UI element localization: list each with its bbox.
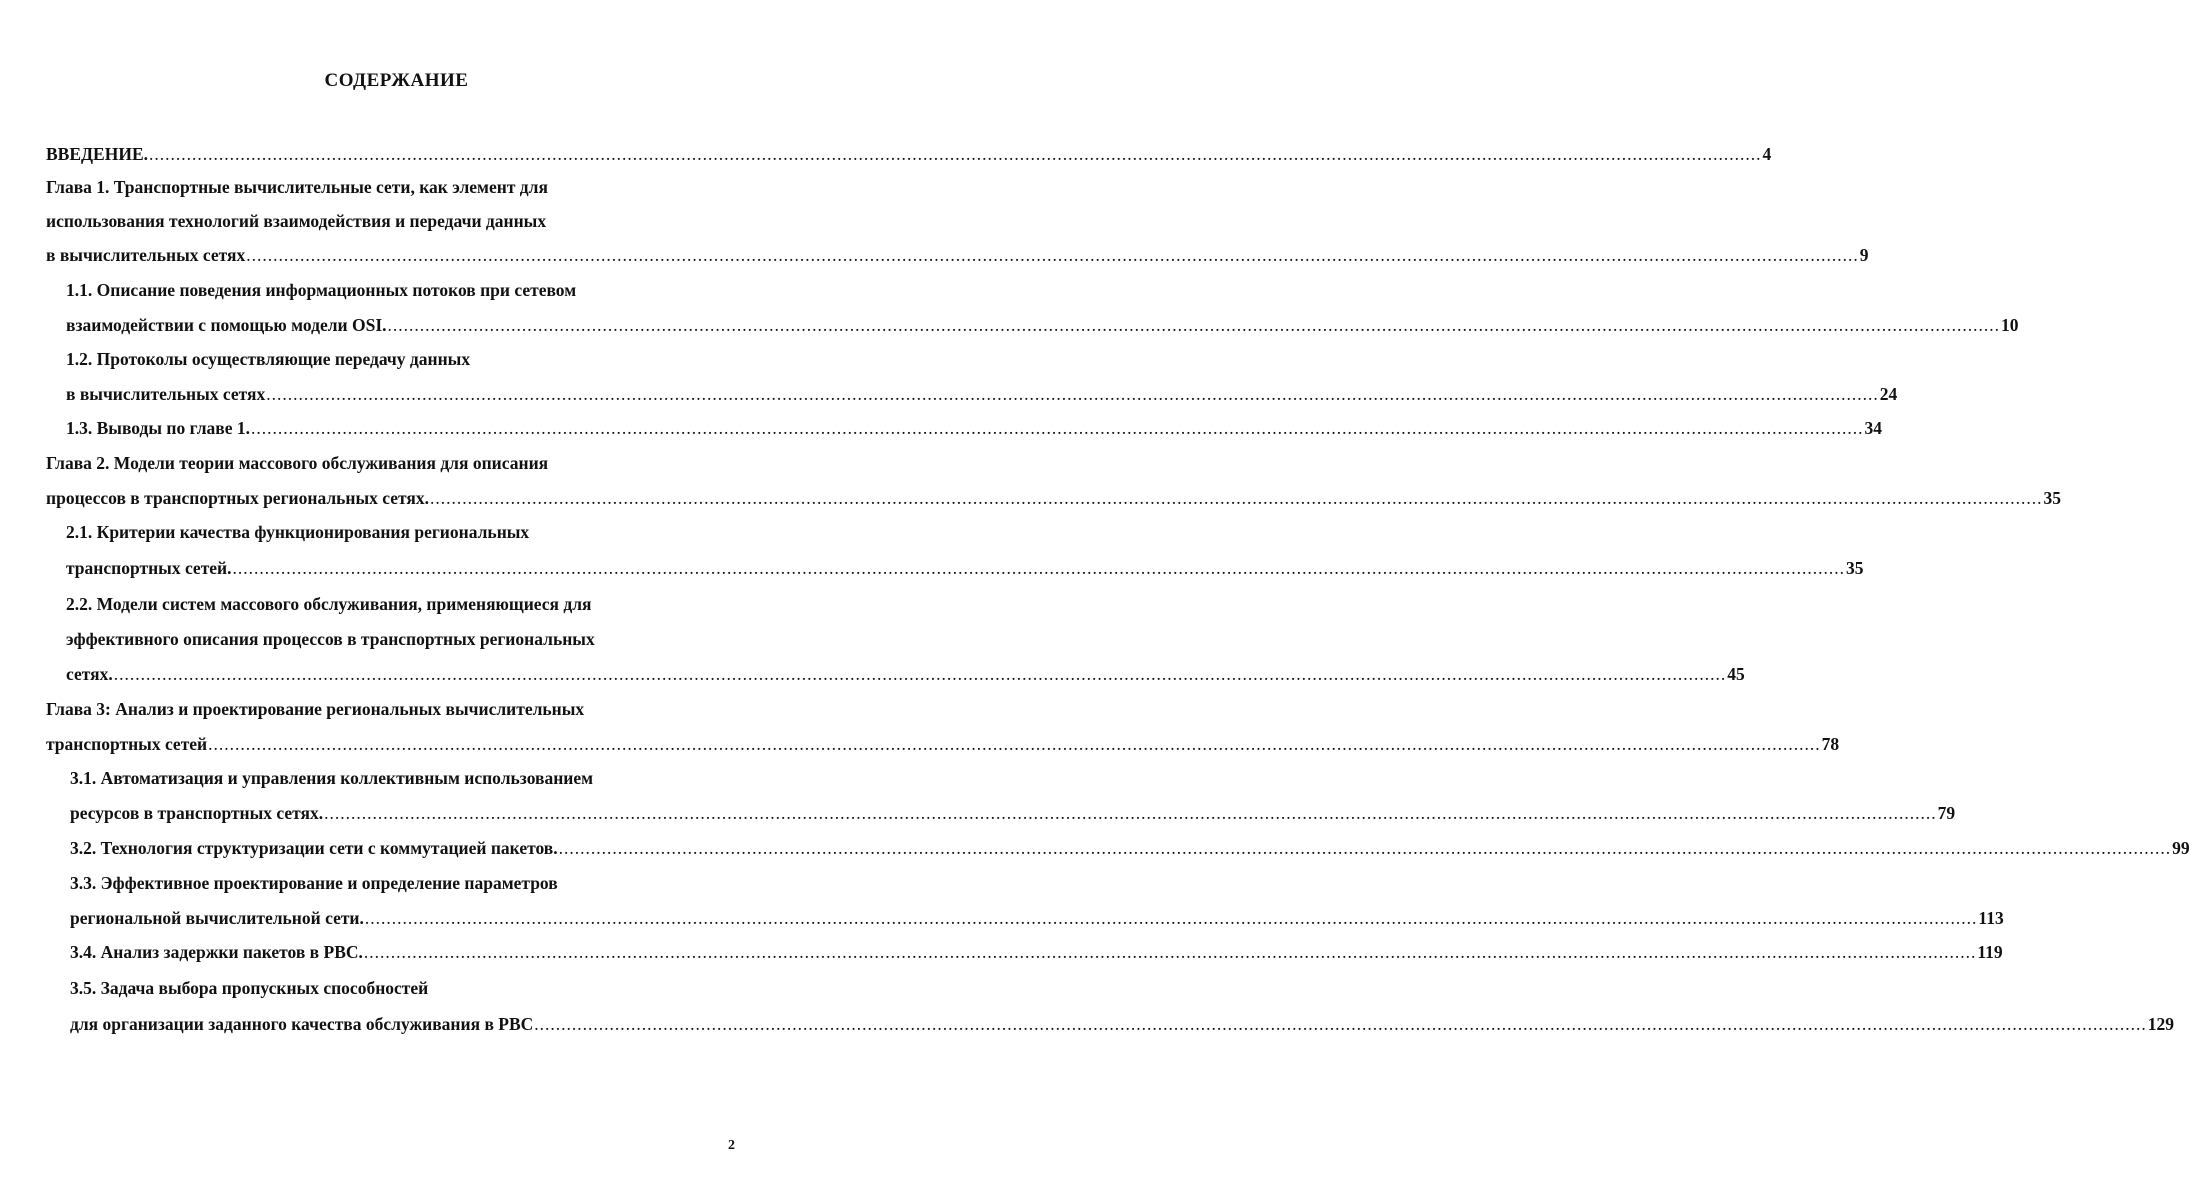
dot-leader: ............................................................................................................................................................................................................................................................................................................: [246, 245, 1859, 265]
toc-entry-line: [66, 383, 1898, 405]
toc-entry-line: использования технологий взаимодействия и передачи данных: [46, 211, 547, 231]
toc-page-number: 24: [1879, 384, 1898, 404]
toc-entry-line: Глава 2. Модели теории массового обслуживания для описания: [46, 453, 549, 473]
toc-entry-text: в вычислительных сетях: [46, 245, 246, 265]
toc-page-number: 9: [1859, 245, 1869, 265]
dot-leader: ............................................................................................................................................................................................................................................................................................................: [363, 942, 1977, 962]
toc-page-number: 79: [1937, 803, 1956, 823]
toc-entry-text: взаимодействии с помощью модели OSI.: [66, 315, 387, 335]
dot-leader: ............................................................................................................................................................................................................................................................................................................: [266, 384, 1879, 404]
dot-leader: ............................................................................................................................................................................................................................................................................................................: [149, 144, 1762, 164]
toc-entry-line: 3.1. Автоматизация и управления коллективным использованием: [70, 768, 594, 788]
toc-entry-text: 3.2. Технология структуризации сети с коммутацией пакетов.: [70, 838, 558, 858]
toc-entry-text: для организации заданного качества обслуживания в РВС: [70, 1014, 534, 1034]
toc-entry-line: [66, 417, 1882, 439]
toc-entry-line: 1.1. Описание поведения информационных потоков при сетевом: [66, 280, 577, 300]
page-title: СОДЕРЖАНИЕ: [324, 70, 469, 91]
toc-entry-text: ресурсов в транспортных сетях.: [70, 803, 324, 823]
toc-entry-line: [66, 663, 1745, 685]
toc-page-number: 78: [1821, 734, 1840, 754]
dot-leader: ............................................................................................................................................................................................................................................................................................................: [387, 315, 2001, 335]
toc-entry-line: 3.5. Задача выбора пропускных способностей: [70, 978, 429, 998]
toc-entry-line: [66, 557, 1864, 579]
toc-page-number: 113: [1978, 908, 2004, 928]
dot-leader: ............................................................................................................................................................................................................................................................................................................: [113, 664, 1727, 684]
toc-entry-line: [70, 837, 2190, 859]
toc-page-number: 99: [2172, 838, 2190, 858]
toc-page-number: 35: [2043, 488, 2061, 508]
toc-entry-line: 2.1. Критерии качества функционирования региональных: [66, 522, 530, 542]
dot-leader: ............................................................................................................................................................................................................................................................................................................: [232, 558, 1846, 578]
toc-page-number: 119: [1977, 942, 2003, 962]
toc-page-number: 35: [1846, 558, 1864, 578]
toc-entry-text: 3.4. Анализ задержки пакетов в РВС.: [70, 942, 363, 962]
toc-entry-text: транспортных сетей: [46, 734, 208, 754]
toc-entry-line: [46, 244, 1869, 266]
dot-leader: ............................................................................................................................................................................................................................................................................................................: [534, 1014, 2147, 1034]
toc-entry-line: [46, 487, 2061, 509]
toc-entry-line: [70, 907, 2004, 929]
toc-entry-line: эффективного описания процессов в транспортных региональных: [66, 629, 595, 649]
toc-page-number: 129: [2147, 1014, 2175, 1034]
toc-page-number: 4: [1762, 144, 1772, 164]
dot-leader: ............................................................................................................................................................................................................................................................................................................: [430, 488, 2043, 508]
toc-entry-line: [46, 143, 1772, 165]
page-number: 2: [728, 1138, 735, 1153]
dot-leader: ............................................................................................................................................................................................................................................................................................................: [208, 734, 1821, 754]
toc-entry-line: 2.2. Модели систем массового обслуживания, применяющиеся для: [66, 594, 592, 614]
dot-leader: ............................................................................................................................................................................................................................................................................................................: [324, 803, 1937, 823]
toc-entry-text: транспортных сетей.: [66, 558, 232, 578]
toc-entry-line: [66, 314, 2019, 336]
toc-page-number: 45: [1727, 664, 1745, 684]
toc-entry-line: [70, 1013, 2175, 1035]
toc-entry-line: 3.3. Эффективное проектирование и определение параметров: [70, 873, 558, 893]
toc-entry-text: сетях.: [66, 664, 113, 684]
toc-entry-line: 1.2. Протоколы осуществляющие передачу данных: [66, 349, 471, 369]
toc-entry-line: [70, 802, 1956, 824]
dot-leader: ............................................................................................................................................................................................................................................................................................................: [558, 838, 2172, 858]
toc-entry-text: 1.3. Выводы по главе 1.: [66, 418, 250, 438]
dot-leader: ............................................................................................................................................................................................................................................................................................................: [364, 908, 1978, 928]
toc-entry-text: процессов в транспортных региональных сетях.: [46, 488, 429, 508]
toc-page-number: 34: [1864, 418, 1882, 438]
toc-entry-line: [46, 733, 1840, 755]
toc-entry-line: Глава 1. Транспортные вычислительные сети, как элемент для: [46, 177, 548, 197]
dot-leader: ............................................................................................................................................................................................................................................................................................................: [250, 418, 1864, 438]
toc-entry-text: ВВЕДЕНИЕ.: [46, 144, 149, 164]
toc-entry-line: [70, 941, 2003, 963]
toc-entry-text: в вычислительных сетях: [66, 384, 266, 404]
toc-entry-line: Глава 3: Анализ и проектирование региональных вычислительных: [46, 699, 585, 719]
toc-page-number: 10: [2001, 315, 2019, 335]
toc-entry-text: региональной вычислительной сети.: [70, 908, 364, 928]
